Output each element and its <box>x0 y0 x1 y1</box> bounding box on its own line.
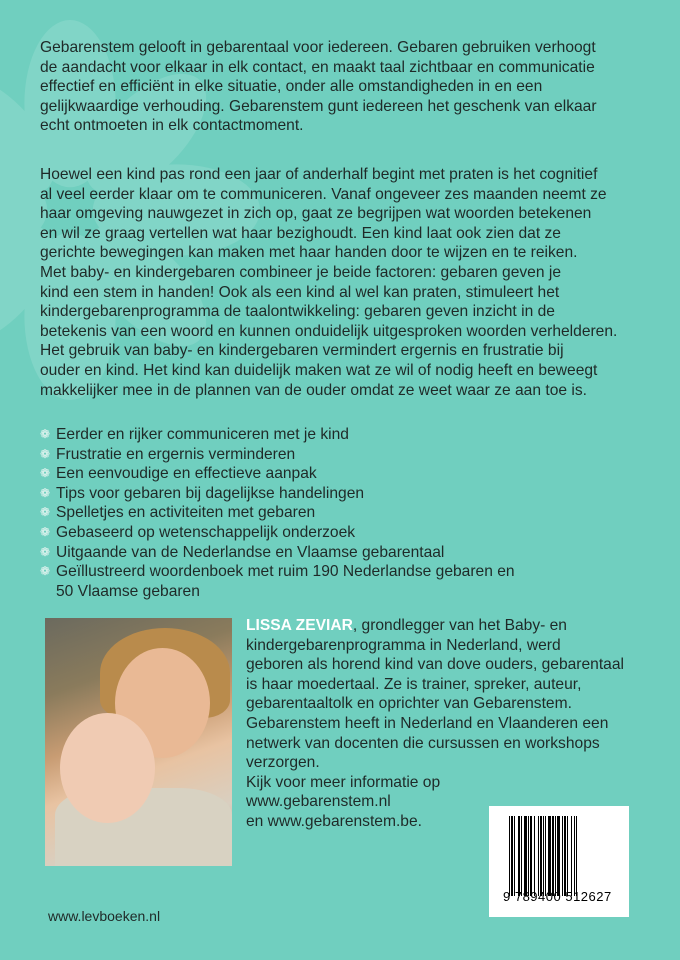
text-line: gebarentaaltolk en oprichter van Gebarenstem. <box>246 695 572 713</box>
text-line: gerichte bewegingen kan maken met haar handen door te wijzen en te reiken. <box>40 244 578 262</box>
flower-bullet-icon: ❁ <box>40 446 51 461</box>
list-item-text: Gebaseerd op wetenschappelijk onderzoek <box>56 523 356 541</box>
author-name: LISSA ZEVIAR <box>246 617 353 634</box>
text-line: de aandacht voor elkaar in elk contact, en maakt taal zichtbaar en communicatie <box>40 58 595 76</box>
text-line: verzorgen. <box>246 754 320 772</box>
barcode-bars <box>509 816 617 896</box>
text-line: haar omgeving nauwgezet in zich op, gaat ze begrijpen wat woorden betekenen <box>40 205 592 223</box>
text-line: en www.gebarenstem.be. <box>246 812 422 830</box>
list-item <box>40 464 515 484</box>
text-line: Hoewel een kind pas rond een jaar of anderhalf begint met praten is het cognitief <box>40 166 598 183</box>
text-line: en wil ze graag vertellen wat haar bezighoudt. Een kind laat ook zien dat ze <box>40 224 561 242</box>
text-line: www.gebarenstem.nl <box>246 793 391 811</box>
text-line: Gebarenstem heeft in Nederland en Vlaanderen een <box>246 714 609 732</box>
flower-bullet-icon: ❁ <box>40 485 51 500</box>
flower-bullet-icon: ❁ <box>40 564 51 579</box>
list-item <box>40 523 515 543</box>
list-item <box>40 484 515 504</box>
bio-text: , grondlegger van het Baby- en <box>352 617 567 634</box>
flower-bullet-icon: ❁ <box>40 524 51 539</box>
list-item <box>40 445 515 465</box>
flower-bullet-icon: ❁ <box>40 544 51 559</box>
text-line: ouder en kind. Het kind kan duidelijk maken wat ze wil of nodig heeft en beweegt <box>40 361 598 379</box>
flower-bullet-icon: ❁ <box>40 427 51 441</box>
barcode-bar <box>577 816 579 896</box>
text-line: makkelijker mee in de plannen van de ouder omdat ze weet waar ze aan toe is. <box>40 381 587 399</box>
text-line: netwerk van docenten die cursussen en workshops <box>246 734 600 752</box>
feature-list <box>40 425 515 601</box>
text-line: is haar moedertaal. Ze is trainer, spreker, auteur, <box>246 675 582 693</box>
text-line: al veel eerder klaar om te communiceren. Vanaf ongeveer zes maanden neemt ze <box>40 185 607 203</box>
list-item-text: Eerder en rijker communiceren met je kind <box>56 426 349 443</box>
list-item-text: Uitgaande van de Nederlandse en Vlaamse gebarentaal <box>56 543 445 561</box>
list-item-text: Een eenvoudige en effectieve aanpak <box>56 465 317 483</box>
list-item <box>40 425 515 445</box>
list-item-text: Frustratie en ergernis verminderen <box>56 445 296 463</box>
text-line: Het gebruik van baby- en kindergebaren vermindert ergernis en frustratie bij <box>40 342 564 360</box>
barcode <box>489 806 629 917</box>
list-item-text: Spelletjes en activiteiten met gebaren <box>56 504 316 522</box>
text-line: Kijk voor meer informatie op <box>246 773 441 791</box>
isbn-number: 9 789400 512627 <box>503 889 612 904</box>
list-item <box>40 562 515 601</box>
list-item-text: 50 Vlaamse gebaren <box>56 582 200 600</box>
text-line: kind een stem in handen! Ook als een kind al wel kan praten, stimuleert het <box>40 283 560 301</box>
text-line: kindergebarenprogramma in Nederland, werd <box>246 636 561 654</box>
publisher-url: www.levboeken.nl <box>48 908 161 924</box>
text-line: betekenis van een woord en kunnen onduidelijk uitgesproken woorden verhelderen. <box>40 322 618 340</box>
text-line: gelijkwaardige verhouding. Gebarenstem gunt iedereen het geschenk van elkaar <box>40 97 597 115</box>
list-item <box>40 543 515 563</box>
text-line: Gebarenstem gelooft in gebarentaal voor iedereen. Gebaren gebruiken verhoogt <box>40 39 596 56</box>
author-bio <box>246 616 624 832</box>
text-line: geboren als horend kind van dove ouders, gebarentaal <box>246 656 624 674</box>
text-line: effectief en efficiënt in elke situatie, onder alle omstandigheden in en een <box>40 78 543 96</box>
list-item <box>40 503 515 523</box>
body-paragraph <box>40 165 617 400</box>
text-line: echt ontmoeten in elk contactmoment. <box>40 117 304 135</box>
list-item-text: Geïllustreerd woordenboek met ruim 190 Nederlandse gebaren en <box>56 563 515 581</box>
flower-bullet-icon: ❁ <box>40 466 51 481</box>
intro-paragraph <box>40 38 597 136</box>
text-line: kindergebarenprogramma de taalontwikkeling: gebaren geven inzicht in de <box>40 303 555 321</box>
flower-bullet-icon: ❁ <box>40 505 51 520</box>
list-item-text: Tips voor gebaren bij dagelijkse handelingen <box>56 484 365 502</box>
author-photo <box>45 618 232 866</box>
text-line: Met baby- en kindergebaren combineer je beide factoren: gebaren geven je <box>40 263 561 281</box>
